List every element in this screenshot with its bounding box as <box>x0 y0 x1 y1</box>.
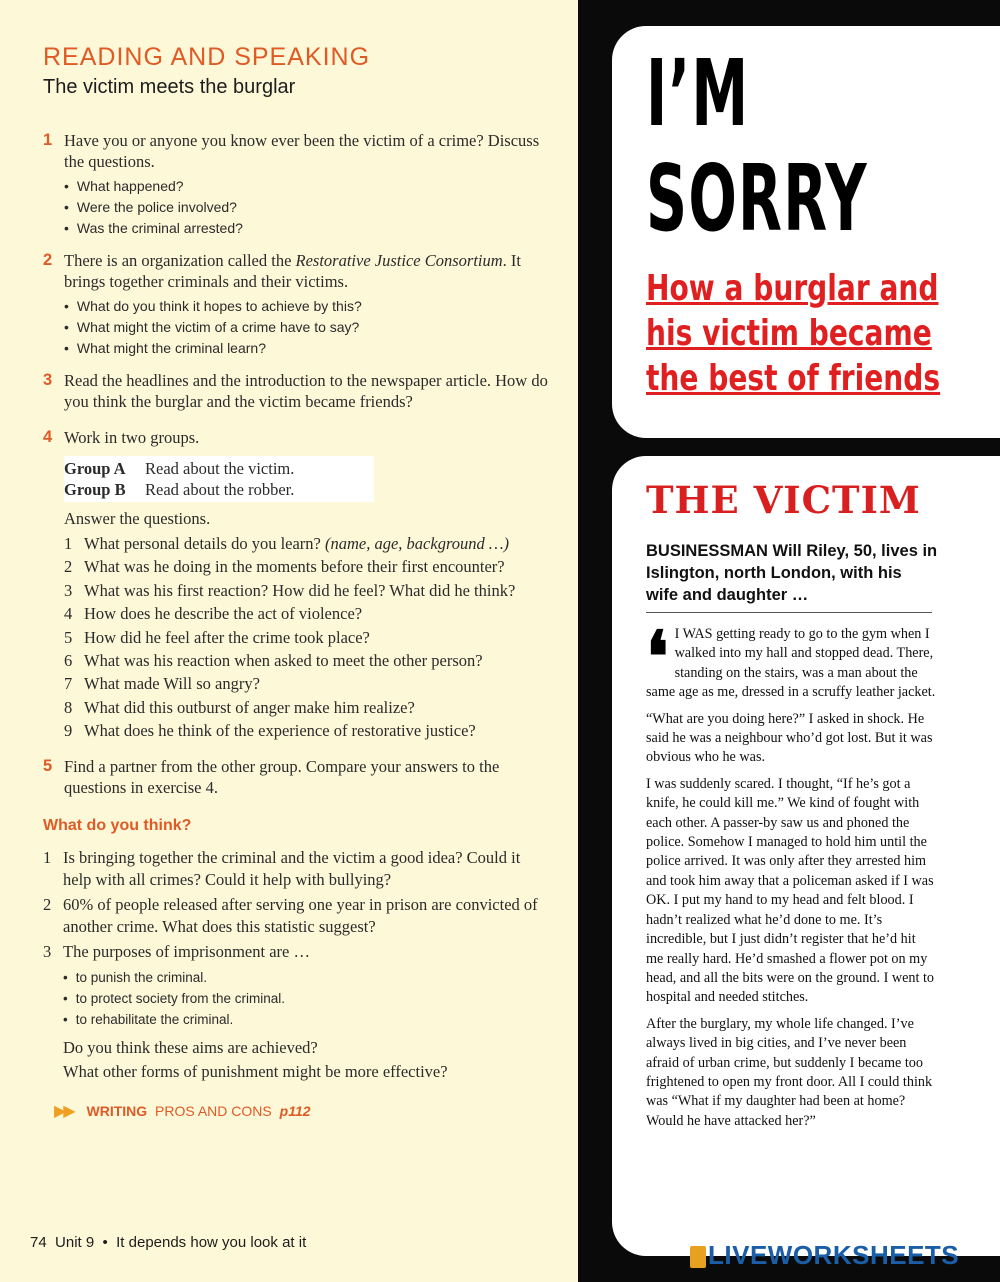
divider <box>646 612 932 613</box>
bullet-item: • to protect society from the criminal. <box>63 988 543 1009</box>
list-item <box>64 649 559 672</box>
exercise-number: 5 <box>43 757 53 775</box>
list-item <box>43 894 543 937</box>
item-number: 1 <box>43 848 52 867</box>
exercise-number: 1 <box>43 131 53 149</box>
exercise-text: Work in two groups. <box>64 428 200 447</box>
item-number: 2 <box>64 557 73 577</box>
exercise-1 <box>43 130 559 239</box>
writing-label: WRITING <box>86 1103 148 1119</box>
list-item <box>64 672 559 695</box>
exercise-3 <box>43 370 559 412</box>
item-number: 3 <box>43 942 52 961</box>
text-segment: There is an organization called the <box>64 251 296 270</box>
bullet-item: • What might the victim of a crime have to say? <box>64 317 559 338</box>
question-list <box>43 847 543 963</box>
item-number: 6 <box>64 651 73 671</box>
exercise-text <box>64 250 559 292</box>
group-b-row <box>64 479 374 500</box>
list-item <box>43 847 543 890</box>
bullet-item: • What happened? <box>64 176 559 197</box>
item-text: What personal details do you learn? <box>84 534 325 553</box>
list-item <box>64 555 559 578</box>
article-standfirst: BUSINESSMAN Will Riley, 50, lives in Islington, north London, with his wife and daughter … <box>646 542 938 604</box>
bullet-item: • Was the criminal arrested? <box>64 218 559 239</box>
answer-intro: Answer the questions. <box>64 509 211 528</box>
item-text: What made Will so angry? <box>84 674 260 694</box>
item-number: 3 <box>64 580 73 600</box>
item-text: How did he feel after the crime took place? <box>84 627 370 647</box>
list-item <box>64 579 559 602</box>
list-item <box>64 602 559 625</box>
bullet-item: • What do you think it hopes to achieve by this? <box>64 296 559 317</box>
list-item <box>64 719 559 742</box>
quote-mark-icon: ❛ <box>646 615 669 698</box>
bullet-item: • to rehabilitate the criminal. <box>63 1009 543 1030</box>
exercise-5 <box>43 756 559 798</box>
closing-question: Do you think these aims are achieved? <box>63 1037 318 1057</box>
group-box <box>64 456 374 502</box>
bullet-item: • to punish the criminal. <box>63 967 543 988</box>
exercise-number: 3 <box>43 371 53 389</box>
text-segment: . It brings together criminals and their victims. <box>64 251 521 291</box>
item-number: 7 <box>64 674 73 694</box>
article-title: THE VICTIM <box>646 478 921 522</box>
article-paragraph: “What are you doing here?” I asked in shock. He said he was a neighbour who’d got lost. But it was obvious who he was. <box>646 710 933 766</box>
exercise-text: Find a partner from the other group. Compare your answers to the questions in exercise 4. <box>64 757 500 797</box>
writing-link[interactable] <box>54 1101 311 1121</box>
group-b-text: Read about the robber. <box>145 480 295 499</box>
item-text: How does he describe the act of violence? <box>84 604 363 624</box>
double-arrow-icon: ▶▶ <box>54 1103 73 1120</box>
bullet-list <box>64 296 559 359</box>
subheadline-line: his victim became <box>646 313 932 354</box>
item-number: 4 <box>64 604 73 624</box>
logo-text: LIVEWORKSHEETS <box>708 1240 960 1270</box>
item-number: 2 <box>43 895 52 914</box>
subheadline-line: the best of friends <box>646 358 941 399</box>
list-item <box>43 941 543 963</box>
group-b-label: Group B <box>64 480 126 499</box>
question-list <box>64 532 559 743</box>
group-a-label: Group A <box>64 459 126 478</box>
article-paragraph: After the burglary, my whole life changed. I’ve always lived in big cities, and I’ve never been afraid of urban crime, but suddenly I became too frightened to open my front door. All I could think was “What if my daughter had been at home? Would he have attacked her?” <box>646 1015 933 1129</box>
subheadline <box>646 266 940 401</box>
paragraph-text: I WAS getting ready to go to the gym when I walked into my hall and stopped dead. There, standing on the stairs, was a man about the same age as me, dressed in a scruffy leather jacket. <box>646 626 936 701</box>
headline-big-line-1: I’M <box>646 40 750 147</box>
group-a-row <box>64 458 374 479</box>
item-text: What was he doing in the moments before their first encounter? <box>84 557 505 577</box>
what-do-you-think-list <box>43 847 543 1084</box>
organization-name: Restorative Justice Consortium <box>295 251 503 270</box>
article-paragraph: I was suddenly scared. I thought, “If he’s got a knife, he could kill me.” We kind of fought with each other. A passer-by saw us and phoned the police. Somehow I managed to hold him until the police arrived. It was only after they arrested him and took him away that a policeman asked if I was OK. I put my hand to my head and felt blood. I hadn’t realized what he’d done to me. It’s incredible, but I just didn’t register that he’d hit me really hard. He’d smashed a flower pot on my head, and all the bits were on the ground. I went to hospital and needed stitches. <box>646 775 935 1006</box>
exercise-text: Read the headlines and the introduction to the newspaper article. How do you think the burglar and the victim became friends? <box>64 371 548 411</box>
liveworksheets-logo[interactable] <box>690 1240 959 1271</box>
writing-text: PROS AND CONS <box>155 1103 272 1119</box>
article-body <box>646 615 936 1138</box>
group-a-text: Read about the victim. <box>145 459 295 478</box>
section-subtitle: The victim meets the burglar <box>43 76 296 98</box>
section-title: READING AND SPEAKING <box>43 43 371 71</box>
bullet-list <box>64 176 559 239</box>
bullet-item: • Were the police involved? <box>64 197 559 218</box>
exercise-2 <box>43 250 559 359</box>
item-text: What did this outburst of anger make him realize? <box>84 697 415 717</box>
article-paragraph <box>646 615 936 703</box>
item-italic: (name, age, background …) <box>325 534 510 553</box>
exercise-number: 2 <box>43 251 53 269</box>
headline-big-line-2: SORRY <box>646 145 868 252</box>
list-item <box>64 626 559 649</box>
item-text: What was his reaction when asked to meet the other person? <box>84 651 483 671</box>
item-number: 9 <box>64 721 73 741</box>
logo-icon <box>690 1246 706 1268</box>
item-text: 60% of people released after serving one year in prison are convicted of another crime. What does this statistic suggest? <box>63 895 538 936</box>
writing-page-ref: p112 <box>279 1103 311 1119</box>
item-number: 8 <box>64 697 73 717</box>
page-footer: 74 Unit 9 • It depends how you look at it <box>30 1234 307 1251</box>
what-do-you-think-heading: What do you think? <box>43 817 192 834</box>
exercise-4 <box>43 427 559 743</box>
item-number: 5 <box>64 627 73 647</box>
bullet-list <box>63 967 543 1030</box>
list-item <box>64 696 559 719</box>
subheadline-line: How a burglar and <box>646 268 939 309</box>
closing-question: What other forms of punishment might be more effective? <box>63 1061 448 1081</box>
item-text: What was his first reaction? How did he feel? What did he think? <box>84 580 516 600</box>
item-text: What does he think of the experience of restorative justice? <box>84 721 476 741</box>
bullet-item: • What might the criminal learn? <box>64 338 559 359</box>
item-number: 1 <box>64 534 73 553</box>
list-item <box>64 532 559 555</box>
exercise-text: Have you or anyone you know ever been the victim of a crime? Discuss the questions. <box>64 131 540 171</box>
item-text: Is bringing together the criminal and the victim a good idea? Could it help with all crimes? Could it help with bullying? <box>63 848 521 889</box>
exercise-number: 4 <box>43 428 53 446</box>
item-text: The purposes of imprisonment are … <box>63 942 310 961</box>
